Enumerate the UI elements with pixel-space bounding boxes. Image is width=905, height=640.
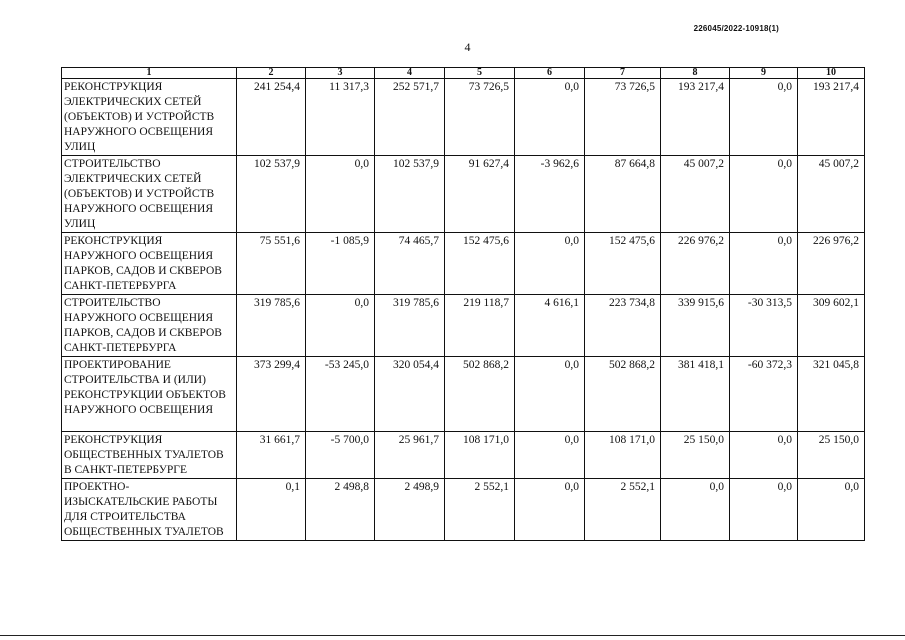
cell-value: 0,0 <box>515 479 585 541</box>
cell-value: 252 571,7 <box>375 79 445 156</box>
cell-value: 241 254,4 <box>237 79 306 156</box>
table-row <box>62 357 865 432</box>
cell-value: 108 171,0 <box>445 432 515 479</box>
cell-value: 0,1 <box>237 479 306 541</box>
cell-value: 2 552,1 <box>445 479 515 541</box>
cell-value: 223 734,8 <box>585 295 661 357</box>
cell-value: 25 150,0 <box>661 432 730 479</box>
cell-value: 309 602,1 <box>798 295 865 357</box>
column-header: 4 <box>375 68 445 79</box>
page-number: 4 <box>464 40 471 54</box>
cell-value: 0,0 <box>515 357 585 432</box>
cell-value: 0,0 <box>306 156 375 233</box>
cell-value: 11 317,3 <box>306 79 375 156</box>
cell-value: 25 150,0 <box>798 432 865 479</box>
cell-value: -1 085,9 <box>306 233 375 295</box>
table-row <box>62 479 865 541</box>
row-title: ПРОЕКТИРОВАНИЕ СТРОИТЕЛЬСТВА И (ИЛИ) РЕКОНСТРУКЦИИ ОБЪЕКТОВ НАРУЖНОГО ОСВЕЩЕНИЯ <box>62 357 237 432</box>
cell-value: 319 785,6 <box>375 295 445 357</box>
column-header: 1 <box>62 68 237 79</box>
cell-value: 4 616,1 <box>515 295 585 357</box>
row-title: ПРОЕКТНО-ИЗЫСКАТЕЛЬСКИЕ РАБОТЫ ДЛЯ СТРОИТЕЛЬСТВА ОБЩЕСТВЕННЫХ ТУАЛЕТОВ <box>62 479 237 541</box>
cell-value: -30 313,5 <box>730 295 798 357</box>
cell-value: 91 627,4 <box>445 156 515 233</box>
cell-value: 320 054,4 <box>375 357 445 432</box>
cell-value: 87 664,8 <box>585 156 661 233</box>
cell-value: 193 217,4 <box>798 79 865 156</box>
cell-value: 219 118,7 <box>445 295 515 357</box>
cell-value: 75 551,6 <box>237 233 306 295</box>
cell-value: 102 537,9 <box>237 156 306 233</box>
cell-value: 502 868,2 <box>585 357 661 432</box>
cell-value: 2 498,9 <box>375 479 445 541</box>
cell-value: 502 868,2 <box>445 357 515 432</box>
column-header: 2 <box>237 68 306 79</box>
cell-value: 152 475,6 <box>445 233 515 295</box>
cell-value: 2 552,1 <box>585 479 661 541</box>
column-header: 9 <box>730 68 798 79</box>
cell-value: 0,0 <box>730 233 798 295</box>
cell-value: 226 976,2 <box>798 233 865 295</box>
cell-value: 193 217,4 <box>661 79 730 156</box>
cell-value: 321 045,8 <box>798 357 865 432</box>
row-title: СТРОИТЕЛЬСТВО НАРУЖНОГО ОСВЕЩЕНИЯ ПАРКОВ, САДОВ И СКВЕРОВ САНКТ-ПЕТЕРБУРГА <box>62 295 237 357</box>
cell-value: 108 171,0 <box>585 432 661 479</box>
column-header: 10 <box>798 68 865 79</box>
cell-value: 0,0 <box>515 79 585 156</box>
column-header: 3 <box>306 68 375 79</box>
row-title: РЕКОНСТРУКЦИЯ ЭЛЕКТРИЧЕСКИХ СЕТЕЙ (ОБЪЕКТОВ) И УСТРОЙСТВ НАРУЖНОГО ОСВЕЩЕНИЯ УЛИЦ <box>62 79 237 156</box>
cell-value: 152 475,6 <box>585 233 661 295</box>
cell-value: 0,0 <box>730 432 798 479</box>
cell-value: 319 785,6 <box>237 295 306 357</box>
scan-edge-line <box>0 635 905 636</box>
table-row <box>62 432 865 479</box>
row-title: СТРОИТЕЛЬСТВО ЭЛЕКТРИЧЕСКИХ СЕТЕЙ (ОБЪЕКТОВ) И УСТРОЙСТВ НАРУЖНОГО ОСВЕЩЕНИЯ УЛИЦ <box>62 156 237 233</box>
cell-value: 0,0 <box>798 479 865 541</box>
cell-value: 73 726,5 <box>445 79 515 156</box>
cell-value: 0,0 <box>730 79 798 156</box>
cell-value: 73 726,5 <box>585 79 661 156</box>
cell-value: 0,0 <box>306 295 375 357</box>
cell-value: 25 961,7 <box>375 432 445 479</box>
row-title: РЕКОНСТРУКЦИЯ НАРУЖНОГО ОСВЕЩЕНИЯ ПАРКОВ, САДОВ И СКВЕРОВ САНКТ-ПЕТЕРБУРГА <box>62 233 237 295</box>
table-header-row <box>62 68 865 79</box>
cell-value: -3 962,6 <box>515 156 585 233</box>
column-header: 6 <box>515 68 585 79</box>
cell-value: 74 465,7 <box>375 233 445 295</box>
row-title: РЕКОНСТРУКЦИЯ ОБЩЕСТВЕННЫХ ТУАЛЕТОВ В САНКТ-ПЕТЕРБУРГЕ <box>62 432 237 479</box>
cell-value: 0,0 <box>661 479 730 541</box>
table-row <box>62 79 865 156</box>
table-row <box>62 233 865 295</box>
document-number: 226045/2022-10918(1) <box>693 24 779 33</box>
cell-value: 0,0 <box>730 156 798 233</box>
table-row <box>62 156 865 233</box>
cell-value: 45 007,2 <box>798 156 865 233</box>
column-header: 8 <box>661 68 730 79</box>
cell-value: 381 418,1 <box>661 357 730 432</box>
budget-table <box>61 67 865 541</box>
cell-value: -53 245,0 <box>306 357 375 432</box>
cell-value: 0,0 <box>515 432 585 479</box>
column-header: 7 <box>585 68 661 79</box>
cell-value: 373 299,4 <box>237 357 306 432</box>
cell-value: 31 661,7 <box>237 432 306 479</box>
cell-value: -60 372,3 <box>730 357 798 432</box>
cell-value: 45 007,2 <box>661 156 730 233</box>
column-header: 5 <box>445 68 515 79</box>
cell-value: 102 537,9 <box>375 156 445 233</box>
cell-value: 339 915,6 <box>661 295 730 357</box>
cell-value: -5 700,0 <box>306 432 375 479</box>
cell-value: 0,0 <box>515 233 585 295</box>
cell-value: 226 976,2 <box>661 233 730 295</box>
cell-value: 0,0 <box>730 479 798 541</box>
table-row <box>62 295 865 357</box>
cell-value: 2 498,8 <box>306 479 375 541</box>
